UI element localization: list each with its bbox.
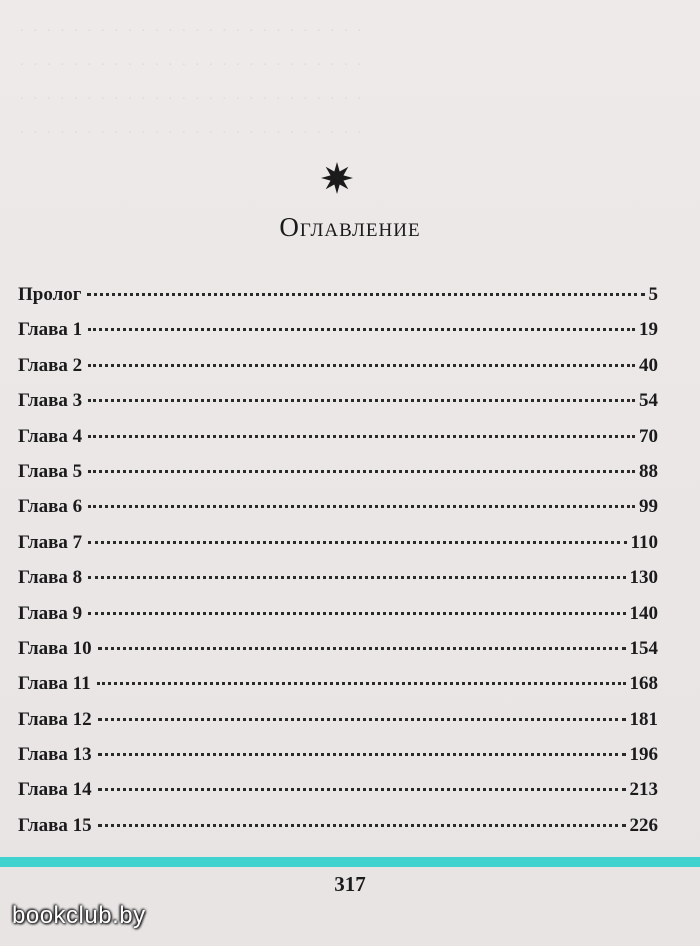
page-title: Оглавление [279,212,421,242]
toc-leader-dots [98,718,626,721]
toc-row[interactable] [18,638,658,673]
toc-chapter-label: Глава 11 [18,673,91,695]
toc-leader-dots [87,293,644,296]
toc-page-number: 130 [629,567,658,589]
toc-page-number: 110 [630,531,658,553]
watermark-text: bookclub.by [12,902,146,929]
toc-chapter-label: Глава 1 [18,319,83,341]
toc-page-number: 168 [629,673,658,695]
toc-chapter-label: Глава 8 [18,567,83,589]
toc-chapter-label: Глава 13 [18,744,92,766]
toc-chapter-label: Глава 14 [18,779,92,801]
toc-chapter-label: Глава 3 [18,390,83,412]
toc-row[interactable] [18,319,658,354]
toc-page-number: 5 [648,284,658,305]
show-through-text: . . . . . . . . . . . . . . . . . . . . . . . . . . . . . . . . . . . . . . . . . . . . . . . . . . . . . . . . . . . . . . . . . . . . . . . . . . . . . . . . . . . . . . . . . . . . . . . . . . . . . . . . [20,19,365,137]
toc-row[interactable] [18,284,658,319]
toc-row[interactable] [18,744,658,779]
toc-leader-dots [98,788,626,791]
table-of-contents [18,284,658,850]
toc-row[interactable] [18,567,658,602]
toc-row[interactable] [18,603,658,638]
toc-page-number: 70 [639,425,658,447]
toc-chapter-label: Глава 15 [18,814,92,836]
toc-row[interactable] [18,532,658,567]
toc-row[interactable] [18,779,658,814]
toc-page-number: 140 [629,602,658,624]
toc-chapter-label: Глава 9 [18,602,83,624]
toc-page-number: 226 [629,814,658,836]
toc-chapter-label: Глава 6 [18,496,83,518]
toc-row[interactable] [18,390,658,425]
toc-leader-dots [88,435,635,438]
toc-chapter-label: Глава 10 [18,637,92,659]
toc-leader-dots [88,364,635,367]
toc-chapter-label: Глава 4 [18,425,83,447]
accent-rule [0,857,700,867]
eight-point-star-icon [319,160,355,196]
toc-chapter-label: Глава 5 [18,460,83,482]
toc-leader-dots [98,753,626,756]
toc-page-number: 88 [639,460,658,482]
toc-chapter-label: Глава 7 [18,531,83,553]
toc-page-number: 196 [629,744,658,766]
toc-row[interactable] [18,461,658,496]
toc-page-number: 181 [629,708,658,730]
toc-leader-dots [88,470,635,473]
toc-row[interactable] [18,426,658,461]
toc-page-number: 19 [639,319,658,341]
toc-leader-dots [88,505,635,508]
toc-leader-dots [88,576,625,579]
toc-leader-dots [98,824,626,827]
toc-row[interactable] [18,709,658,744]
toc-leader-dots [88,328,635,331]
toc-row[interactable] [18,496,658,531]
toc-row[interactable] [18,673,658,708]
toc-chapter-label: Пролог [18,284,82,305]
toc-leader-dots [88,399,635,402]
toc-leader-dots [97,682,626,685]
toc-leader-dots [88,541,626,544]
toc-row[interactable] [18,355,658,390]
page-number: 317 [334,872,366,896]
toc-row[interactable] [18,815,658,850]
toc-page-number: 99 [639,496,658,518]
toc-leader-dots [88,612,625,615]
toc-page-number: 213 [629,779,658,801]
toc-chapter-label: Глава 2 [18,354,83,376]
toc-chapter-label: Глава 12 [18,708,92,730]
toc-page-number: 40 [639,354,658,376]
toc-page-number: 54 [639,390,658,412]
toc-leader-dots [98,647,626,650]
toc-page-number: 154 [629,637,658,659]
